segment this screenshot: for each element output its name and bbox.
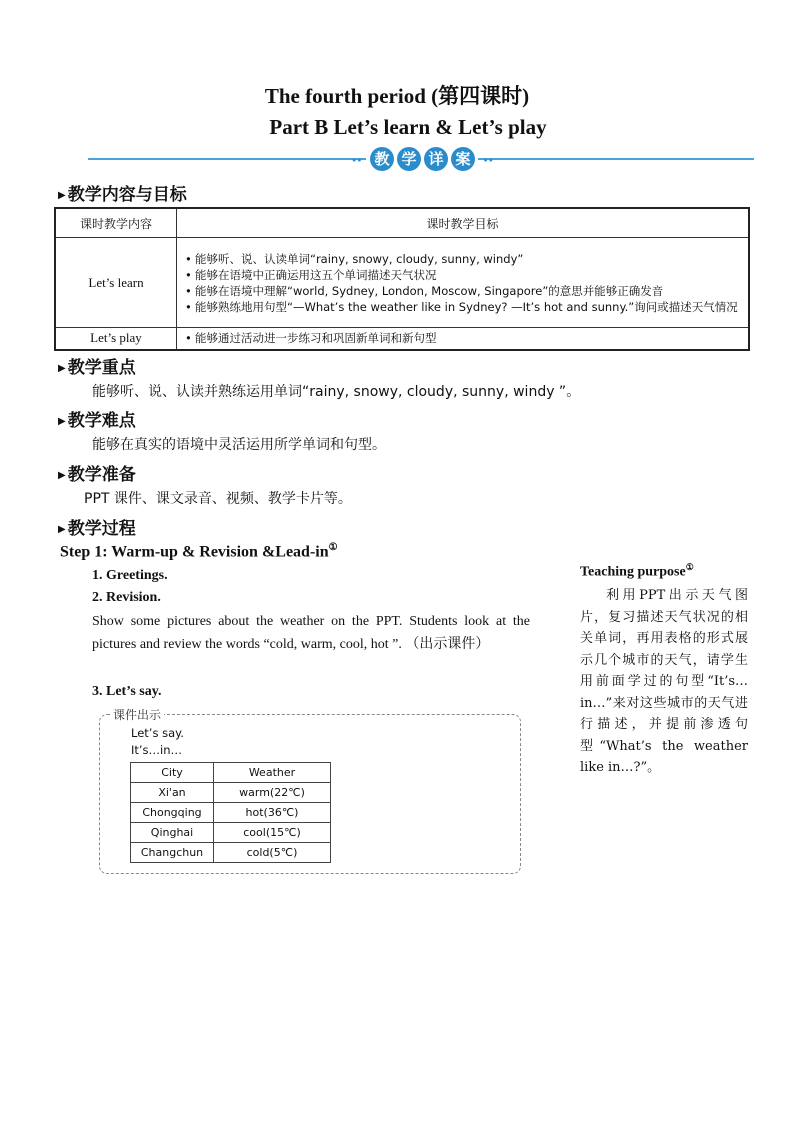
banner-char: 教 [370, 147, 394, 171]
city-cell: Xi'an [131, 783, 214, 803]
goal-item: • 能够通过活动进一步练习和巩固新单词和新句型 [185, 330, 744, 346]
goal-item: • 能够熟练地用句型“—What’s the weather like in Sydney? —It’s hot and sunny.”询问或描述天气情况 [185, 299, 744, 315]
step1-item-greetings: 1. Greetings. [92, 568, 168, 583]
section-heading-preparation: ▶ 教学准备 [58, 465, 136, 485]
banner-dots-left: ●● [352, 156, 363, 164]
objectives-header-content: 课时教学内容 [55, 208, 177, 238]
courseware-lines [131, 725, 184, 759]
triangle-bullet-icon: ▶ [58, 523, 66, 535]
objectives-header-goals: 课时教学目标 [177, 208, 750, 238]
key-points-text: 能够听、说、认读并熟练运用单词“rainy, snowy, cloudy, sunny, windy ”。 [92, 384, 581, 400]
footnote-mark: ① [685, 562, 694, 572]
teaching-purpose-text: 利用PPT出示天气图片，复习描述天气状况的相关单词，再用表格的形式展示几个城市的天气，请学生用前面学过的句型“It’s…in…”来对这些城市的天气进行描述，并提前渗透句型“What’s the weather like in…?”。 [580, 588, 748, 775]
section-heading-key-points: ▶ 教学重点 [58, 358, 136, 378]
goal-item: • 能够在语境中理解“world, Sydney, London, Moscow, Singapore”的意思并能够正确发音 [185, 283, 744, 299]
preparation-text: PPT 课件、课文录音、视频、教学卡片等。 [84, 491, 352, 507]
step1-item-lets-say: 3. Let’s say. [92, 684, 162, 699]
revision-paragraph: Show some pictures about the weather on the PPT. Students look at the pictures and review the words “cold, warm, cool, hot ”. （出示课件） [92, 614, 530, 652]
weather-cell: warm(22℃) [214, 783, 331, 803]
section-heading-difficulties: ▶ 教学难点 [58, 411, 136, 431]
city-cell: Chongqing [131, 803, 214, 823]
step1-item-revision: 2. Revision. [92, 590, 161, 605]
section-heading-process: ▶ 教学过程 [58, 519, 136, 539]
courseware-label: 课件出示 [110, 706, 164, 723]
banner-dots-right: ●● [483, 156, 494, 164]
page-subtitle: Part B Let’s learn & Let’s play [269, 115, 547, 139]
courseware-line: It’s…in… [131, 743, 183, 757]
banner-char: 案 [451, 147, 475, 171]
weather-cell: cold(5℃) [214, 843, 331, 863]
triangle-bullet-icon: ▶ [58, 362, 66, 374]
banner-char: 学 [397, 147, 421, 171]
difficulties-text: 能够在真实的语境中灵活运用所学单词和句型。 [92, 437, 386, 453]
section-heading-content: ▶ 教学内容与目标 [58, 185, 187, 205]
table-row [131, 843, 331, 863]
city-cell: Qinghai [131, 823, 214, 843]
city-cell: Changchun [131, 843, 214, 863]
goal-item: • 能够听、说、认读单词“rainy, snowy, cloudy, sunny, windy” [185, 251, 744, 267]
goal-item: • 能够在语境中正确运用这五个单词描述天气状况 [185, 267, 744, 283]
weather-cell: hot(36℃) [214, 803, 331, 823]
triangle-bullet-icon: ▶ [58, 469, 66, 481]
weather-cell: cool(15℃) [214, 823, 331, 843]
footnote-mark: ① [328, 542, 338, 553]
objectives-row-content: Let’s learn [55, 238, 177, 328]
city-header: City [131, 763, 214, 783]
objectives-row-content: Let’s play [55, 328, 177, 350]
page-title: The fourth period (第四课时) [264, 84, 530, 108]
banner-char: 详 [424, 147, 448, 171]
banner-badge [352, 146, 494, 172]
teaching-purpose-title: Teaching purpose① [580, 562, 694, 580]
triangle-bullet-icon: ▶ [58, 415, 66, 427]
city-weather-table [130, 762, 331, 863]
objectives-row-goals [177, 238, 750, 328]
table-row [131, 803, 331, 823]
step1-title: Step 1: Warm-up & Revision &Lead-in① [60, 542, 338, 561]
weather-header: Weather [214, 763, 331, 783]
objectives-row-goals [177, 328, 750, 350]
objectives-table [54, 207, 750, 351]
table-row [131, 823, 331, 843]
triangle-bullet-icon: ▶ [58, 189, 66, 201]
courseware-line: Let’s say. [131, 726, 184, 740]
table-row [131, 783, 331, 803]
